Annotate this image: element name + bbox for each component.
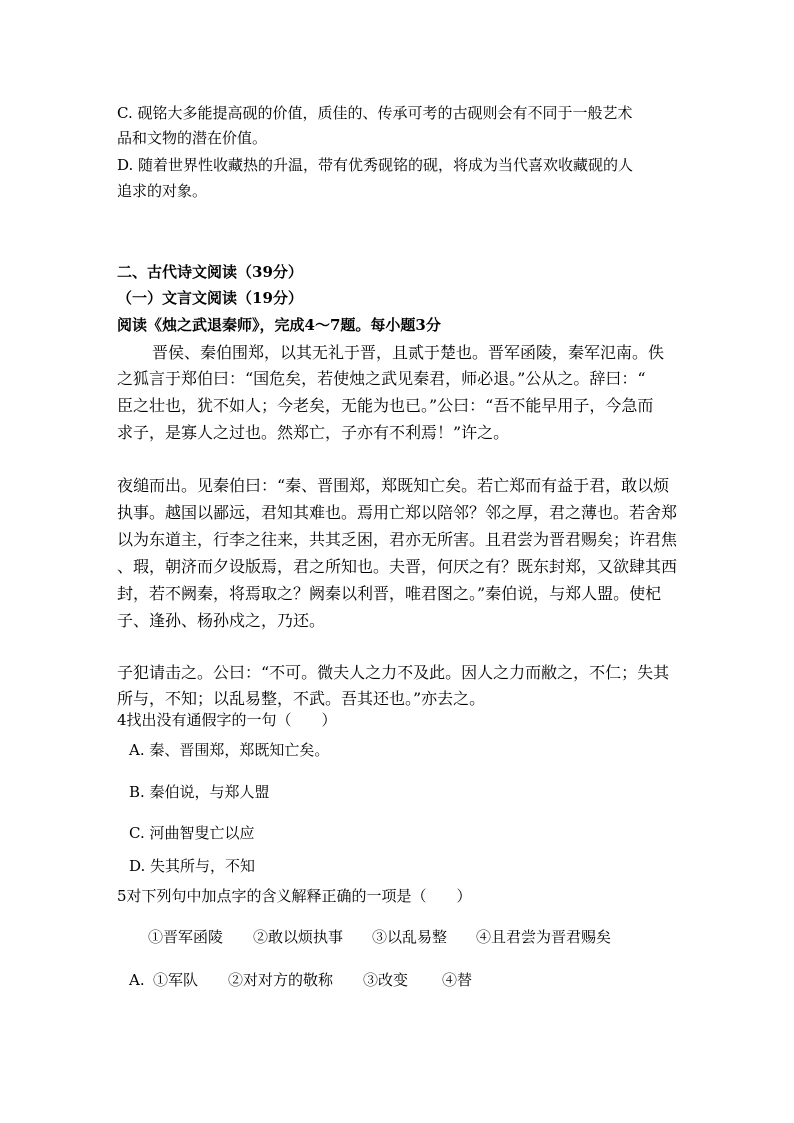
question-4-option-a: A. 秦、晋围郑，郑既知亡矣。 — [129, 741, 330, 759]
question-4-option-c: C. 河曲智叟亡以应 — [129, 824, 255, 842]
question-5-option-a-1: ①军队 — [153, 971, 199, 989]
section-subtitle: （一）文言文阅读（19分） — [117, 289, 303, 307]
question-5-stem: 5对下列句中加点字的含义解释正确的一项是（ ） — [117, 887, 472, 905]
passage-p2-line-3: 以为东道主，行李之往来，共其乏困，君亦无所害。且君尝为晋君赐矣；许君焦 — [117, 530, 678, 549]
reading-instruction: 阅读《烛之武退秦师》，完成4～7题。每小题3分 — [117, 316, 441, 334]
question-4-option-d: D. 失其所与，不知 — [129, 857, 256, 875]
passage-p1-line-1: 晋侯、秦伯围郑，以其无礼于晋，且贰于楚也。晋军函陵，秦军氾南。佚 — [152, 343, 665, 362]
passage-p2-line-5: 封，若不阙秦，将焉取之？阙秦以利晋，唯君图之。”秦伯说，与郑人盟。使杞 — [117, 584, 662, 603]
question-4-stem: 4找出没有通假字的一句（ ） — [117, 711, 337, 729]
passage-p2-line-1: 夜缒而出。见秦伯曰：“秦、晋围郑，郑既知亡矣。若亡郑而有益于君，敢以烦 — [117, 476, 670, 495]
option-d-line-1: D. 随着世界性收藏热的升温，带有优秀砚铭的砚，将成为当代喜欢收藏砚的人 — [117, 156, 634, 174]
passage-p2-line-4: 、瑕，朝济而夕设版焉，君之所知也。夫晋，何厌之有？既东封郑，又欲肆其西 — [117, 557, 678, 576]
question-5-option-a-2: ②对对方的敬称 — [228, 971, 334, 989]
question-5-item-3: ③以乱易整 — [372, 928, 448, 946]
question-5-item-2: ②敢以烦执事 — [253, 928, 344, 946]
option-d-line-2: 追求的对象。 — [117, 182, 208, 200]
passage-p2-line-6: 子、逢孙、杨孙戍之，乃还。 — [117, 611, 326, 630]
passage-p3-line-1: 子犯请击之。公曰：“不可。微夫人之力不及此。因人之力而敝之，不仁；失其 — [117, 663, 670, 682]
passage-p3-line-2: 所与，不知；以乱易整，不武。吾其还也。”亦去之。 — [117, 689, 486, 708]
question-4-option-b: B. 秦伯说，与郑人盟 — [129, 783, 270, 801]
question-5-option-a-label: A. — [129, 971, 145, 989]
question-5-option-a-4: ④替 — [442, 971, 473, 989]
question-5-option-a-3: ③改变 — [363, 971, 409, 989]
section-title: 二、古代诗文阅读（39分） — [117, 263, 303, 281]
option-c-line-1: C. 砚铭大多能提高砚的价值，质佳的、传承可考的古砚则会有不同于一般艺术 — [117, 104, 633, 122]
passage-p1-line-2: 之狐言于郑伯曰：“国危矣，若使烛之武见秦君，师必退。”公从之。辞曰：“ — [117, 369, 646, 388]
question-5-item-4: ④且君尝为晋君赐矣 — [476, 928, 612, 946]
question-5-item-1: ①晋军函陵 — [148, 928, 224, 946]
option-c-line-2: 品和文物的潜在价值。 — [117, 129, 268, 147]
passage-p1-line-3: 臣之壮也，犹不如人；今老矣，无能为也已。”公曰：“吾不能早用子，今急而 — [117, 396, 654, 415]
passage-p1-line-4: 求子，是寡人之过也。然郑亡，子亦有不利焉！”许之。 — [117, 423, 510, 442]
passage-p2-line-2: 执事。越国以鄙远，君知其难也。焉用亡郑以陪邻？邻之厚，君之薄也。若舍郑 — [117, 503, 678, 522]
